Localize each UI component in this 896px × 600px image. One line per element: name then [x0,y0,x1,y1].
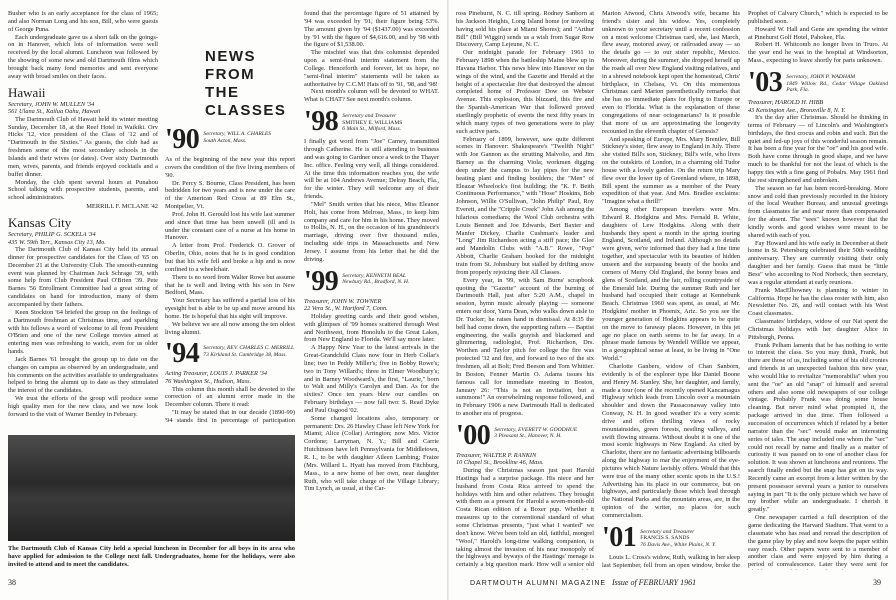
column-1890-1894 [165,122,295,425]
class-year: '98 [304,106,339,138]
signature: MERRILL F. MCLANE '42 [86,203,158,211]
paragraph: We trust the efforts of the group will produce some high quality men for the new class, and we now look forward to the visit of Warner Bentley in February. [8,395,158,418]
name-line: FRANCIS S. SANDS [640,535,690,542]
class-year: '90 [165,124,200,155]
page-number-left: 38 [8,578,16,587]
secretary-line: Secretary and Treasurer [342,113,397,120]
treasurer-line: Treasurer, WALTER P. RANKIN [456,451,537,459]
column-1899-1900 [456,10,594,570]
class-year: '03 [748,66,783,98]
page-number-right: 39 [873,578,881,587]
paragraph: February of 1899, however, saw quite different scenes in Hanover: Shakespeare's "Twelfth Night" with Joe Gannon as the strutting Malvolio, and Jim Barney as the charming Viola; workmen digging deep under the campus to lay pipes for the new heating plant and finding boulders; the "Men" of Eleazar Wheelock's first building; the "K. F. Beith Continuous Performance," with "Hose" Hoskins, Bob Johnson, Willie O'Sullivan, "John Philip" Paul, Roy Everett, and the "Cripple Creek" John Ash among the hilarious comedians; the Wool Club orchestra with Louis Bennett and Joe Edwards, Bert Baxter and Manfer Dickey, Charlie Cushman's leader and "Long" Jim Richardson acting a stiff pace; the Glee and Mandolin Clubs with "A.B." Rowe, "Pop" Abbott, Charlie Graham booked for the midnight train from St. Johnsbury but stalled by drifting snow from properly rejoicing their All Classes. [456,135,594,276]
paragraph: ross Pinehurst, N. C. till spring. Rodney Sanborn at his Jackson Heights, Long Island home (or traveling having sold his place at Miami Shores); and "Arthur Bill" (Bill Wiggin) sends us a wish from Sugar Row Discovery, Camp Lejeune, N. C. [456,10,594,49]
secretary-line: Secretary and Treasurer [640,528,695,535]
class-info [494,423,577,440]
paragraph: Holiday greeting cards and their good wishes, with glimpses of '99 homes scattered through West and Northwest, from Honolulu to the Great Lakes, from New England to Florida. We'll say more later. [304,312,439,344]
paragraph: One newspaper carried a full description of the game dedicating the Harvard Stadium. That went to a classmate who has read and reread the description of the game play by play and now keeps the paper within easy reach. Other papers were sent to a member of another class and were enjoyed by him during a period of convalescence. Later they were sent for [748,514,888,569]
column-header-1890s [165,10,295,425]
paragraph: Busher who is an early acceptance for the class of 1965; and also Norman Long and his son, Bill, who were guests of George Puna. [8,10,158,33]
class-block-1900 [456,419,594,451]
paragraph: The season so far has been record-breaking. More snow and cold than previously recorded in the history of the local Weather Bureau, and unusual greetings from classmates far and near more than compensated for the absent. The "sees" known however that the kindly words and good wishes were meant to be shared with each of you. [748,184,888,239]
issue-label: Issue of FEBRUARY 1961 [612,578,697,587]
column-1894-1899 [304,10,439,570]
column-1901-1903 [748,10,888,570]
section-heading-kansas-city: Kansas City [8,214,72,230]
address-line: 73 Kirkland St. Cambridge 38, Mass. [203,352,287,358]
paragraph: Frank MacElhowney is planning to winter in California. Hope he has the class roster with him, also Newsletter No. 26, and will contact with his West Coast classmates. [748,286,888,318]
class-block-1894 [165,338,295,370]
paragraph: A letter from Prof. Frederick O. Grover of Oberlin, Ohio, notes that he is in good condition but that his wife fell and broke a hip and is now confined to a wheelchair. [165,242,295,273]
address-line: 43 Kensington Ave., Bronxville 8, N. Y. [748,106,846,114]
title-line-1: NEWS FROM [205,48,256,83]
photo-caption: The Dartmouth Club of Kansas City held a special luncheon in December for all boys in its area who have applied for admission to the College next fall. Undergraduates, home for the holidays, were also invited to attend and to meet the candidates. [8,545,295,568]
class-block-1890 [165,124,295,155]
paragraph: Fay Howard and his wife early in December at their home in St. Petersburg celebrated their 50th wedding anniversary. They are currently visiting their only daughter and her family. Guess that must be "little Bess" who according to Nod Norbeck, then secretary, was a regular attendant at early reunions. [748,239,888,286]
paragraph: Next month's column will be devoted to WHAT. What is CHAT? See next month's column. [304,88,439,104]
paragraph: Dr. Percy S. Bourne, Class President, has been bedridden for two years and is now under the care of the American Red Cross at 89 Elm St., Montpelier, Vt. [165,179,295,211]
class-info [342,269,409,286]
paragraph: Robert H. Whitcomb no longer lives in Truro. At the year end he was in the hospital at Windsorton, Mass., expecting to leave shortly for parts unknown. [748,41,888,65]
secretary-line: Secretary, WILL A. CHARLES [203,131,272,137]
kansas-city-luncheon-photo [8,435,295,541]
title-line-2: THE CLASSES [205,84,287,119]
magazine-name: DARTMOUTH ALUMNI MAGAZINE [470,580,607,587]
paragraph: Your Secretary has suffered a partial loss of his eyesight but is able to be up and move around his home. He is hopeful that his sight will improve. [165,297,295,320]
paragraph: Our midnight parade for February 1961 to February 1898 when the battleship Maine blew up in Havana Harbor. This news blew into Hanover on the wings of the wind, and the Gazette and Herald at the height of a spectacular fire that destroyed the almost completed home of Professor Dow on Webster Avenue. This explosion, this blizzard, this fire and the Spanish-American War that followed proved startlingly prophetic of events the next fifty years in which many types of two generations were to play such active parts. [456,49,594,135]
address-line: 6 Main St., Milford, Mass. [342,126,402,133]
paragraph: "It may be stated that in our decade (1890-99) '94 stands first in percentage of participation [165,409,295,424]
paragraph: Howard W. Hall and Gene are spending the winter at Pinehurst Golf Hotel, Pahokee, Fla. [748,25,888,41]
secretary-line: Secretary, PHILIP G. SCKELA '34 [8,230,96,238]
class-year: '94 [165,338,200,370]
section-heading-hawaii: Hawaii [8,84,46,100]
address-line: South Acton, Mass. [203,137,247,144]
class-block-1903 [748,66,888,98]
paragraph: We believe we are all now among the ten oldest living alumni. [165,320,295,336]
secretary-line: Secretary, JOHN W. MULLEN '34 [8,100,95,108]
paragraph: found that the percentage figure of 51 attained by '94 was exceeded by '91, their figure being 53%. The amount given by '94 ($1437.00) was exceeded by '91 with the figure of $4,616.00, and by '98 with the figure of $1,538.00. [304,10,439,49]
paragraph: Among other European travelers were Mrs. Edward R. Hodgkins and Mrs. Fernald R. White, daughters of Lew Hodgkins. Along with their husbands they spent a month in the spring touring England, Scotland, and Ireland. Although no details were given, we're informed that they had a fine time together, and spectacular with its beauties of hidden unseen and the surpassing beauty of the hooks and corners of Merry Old England, the bonny braes and glens of Scotland, and the fair, rolling countryside of the Emerald Isle. During the summer Ruth and her husband had occupied their cottage at Kennebunk Beach. Christmas 1960 was spent, as usual, at Mr. Hodgkins' mother in Phoenix, Ariz. So you see the younger generation of Hodgkins appears to be quite on the move to faraway places. However, in this jet age no place on earth seems to be far away. In a phrase made famous by Wendell Willkie we appear, in a geographical sense at least, to be living in "One World." [602,206,740,363]
secretary-line: Secretary, EVERETT W. GOODHUE [494,426,578,433]
address-line: Newbury Rd., Bradford, N. H. [342,279,410,286]
address-line: 435 W. 59th Terr., Kansas City 13, Mo. [8,238,106,246]
page-gutter [447,0,449,600]
secretary-line: Secretary, JOHN P. WADHAM [786,73,856,80]
paragraph: A Happy New Year to the latest arrivals in the Great-Grandchild Class now four in Herb Collar's line; two in Peddy Miller's; five in Bobby Rowe's; two in Tony Willard's; three in Elmer Woodbury's; and in Barney Woodward's, the first, "Laurie," born to Walt and Milly's Carolyn and Dan. As for the sixties? Once ten years blew our candles on February birthdays — now fall two: S. Read Dyke and Paul Osgood '02. [304,344,439,414]
paragraph: Some changed locations also, temporary or permanent: Drs. 26 Hawley Chase left New York for Miami; Alice (Collar) Arrington; now Mrs. Victor Cordone; Larryman, N. Y.; Bill and Carrie Hutchinson have left Pennsylvania for Middletown, R. I., to be with daughter Aileen Lambing; Fraize (Mrs. Willard L. Hyatt has moved from Fitchburg, Mass., to a new home of her own, near daughter Ruth, who will take charge of the Village Library; Tim Lynch, as usual, at the Car- [304,414,439,493]
paragraph: Prophet of Calvary Church," which is expected to be published soon. [748,10,888,25]
paragraph: Classmates' birthdays, widow of our Nat spent the Christmas holidays with her daughter Alice in Pittsburgh, Penna. [748,318,888,341]
paragraph: Keen Stockton '64 briefed the group on the feelings of a Dartmouth freshman at Christmas time, and sparkling with his fellows a word of welcome to all from President O'Brien and one of the new College movies aimed at entering men was refreshing to watch, even for us older hands. [8,308,158,356]
secretary-line: Secretary, KENNETH BEAL [342,272,406,279]
paragraph: During the Christmas season just past Harold Hastings had a surprise package. His niece and her husband from Costa Rica arrived to spend the holidays with him and other relatives. They brought with them as a present for Harold a seven-month-old Costa Rican edition of a Boxer pup. Whether it measures up to the conventional standard of what some Christmas presents, "just what I wanted" we don't know. We've been told an old, faithful, mongrel "Woof," Harold's long-time walking companion, is taking almost the invasion of his near monopoly of the highways and byways of the Hastings' menage is certainly a big question mark. How will a senior old [456,467,594,569]
photo-shading [8,435,295,541]
section-title [165,10,295,122]
class-block-1901 [602,521,740,553]
paragraph: It's the day after Christmas. Should be thinking in terms of February — of Lincoln's and Washington's birthdays, the first crocus and robin and such. But the quiet and fed-up joys of this wonderful season remain. It has been a fine year for the "oe" and his good wife. Both have come through in good shape, and we have much to be thankful for not the least of which is the happy ties with a fine gang of Pobalrs. May 1961 find the rest strengthened and unbroken. [748,114,888,184]
paragraph: Jack Barnes '61 brought the group up to date on the changes on campus as observed by an undergraduate, and his comments on the activities available to undergraduates helped to bring the alumni up to date as they stimulated the interest of the candidates. [8,355,158,395]
address-line: 1849 Willow Rd., Cedar Village Oakland Park, Fla. [786,80,888,94]
acting-treasurer-line: Acting Treasurer, LOUIS J. PARKER '34 [165,370,268,378]
paragraph: Marion Atwood, Chris Atwood's wife, became his friend's sister and his widow. Yes, completely unknown to your secretary until a recent confession on a most welcome Christmas card, she, last March, flew away, motored away, or railroaded away — so the details go — to our sister republic, Mexico. Moreover, during the summer, she dropped herself up the roads all over New England visiting relatives, and in a shrewd notebook kept open the homestead, Chris' birthplace, in Chelsea, Vt. On this momentous Christmas card Marion parenthetically remarks that she has no immediate plans for flying to Europe or even to Florida. What is the explanation of these congregations of near octogenarians? Is it possible that more of us are approximating the longevity recounted in the eleventh chapter of Genesis? [602,10,740,135]
column-1900-1901 [602,10,740,570]
paragraph: Prof. John H. Gerould lost his wife last summer and since that time has been unwell (ill and is under the constant care of a nurse at his home in Hanover. [165,210,295,242]
paragraph: There is no word from Walter Rowe but assume that he is well and living with his son in New Bedford, Mass. [165,273,295,297]
paragraph: The Dartmouth Club of Hawaii held its winter meeting Sunday, December 18, at the Reef Hotel in Waikiki. Orv Hicks '12, vice president of the Class of '12 and of "Dartmouth in the Sixties." As guests, the club had as freshmen some of the most secondary schools in the Islands and their wives (or dates). Over sixty Dartmouth men, wives, parents, and friends enjoyed cocktails and a buffet dinner. [8,115,158,178]
address-line: 3 Pleasant St., Hanover, N. H. [494,433,562,440]
paragraph: The Dartmouth Club of Kansas City held its annual dinner for prospective candidates for the Class of '65 on December 21 at the University Club. The smooth-running event was planned by Chairman Jack Schrage '39, with some help from Club President Paul O'Brien '39. Pete Barnes '56 Enrollment Committee had a great string of candidates on hand for introduction, many of them accompanied by their fathers. [8,246,158,308]
class-block-1899 [304,265,439,297]
class-info [640,525,716,549]
paragraph: The mischief was that this columnist depended upon a semi-final interim statement from the College. Henceforth and forever, let us hope, no "semi-final interim" statements will be taken as authoritative by C.C.M! Hats off to '91, '98, and '98! [304,49,439,88]
address-line: 22 Vera St., W. Hartford 7, Conn. [304,305,388,313]
treasurer-line: Treasurer, JOHN W. TOWNER [304,297,382,305]
paragraph: Charlotte Ganbers, widow of Chan Sanborn, evidently is of the explorer type like Daniel Boone and Henry M. Stanley. She, her daughter, and family, made a tour (one of the recently opened Kancamagus Highway which leads from Lincoln over a mountain shoulder and down the Passaconaway valley into Conway, N. H. In good weather it's a very scenic drive and offers thrilling views of rocky mountainsides, green forests, nestling valleys, and swift flowing streams. Without doubt it is one of the most scenic highways in New England. As cited by Charlotte, there are no fantastic advertising billboards along the highway to mar the enjoyment of the eye-pictures which Nature lavishly offers. Would that this were true of the many other scenic spots in the U.S.! Advertising has its place in our commerce, but on highways, and particularly those which lead through the National Parks and the mountain areas, are, in the opinion of the writer, no places for such commercialism. [602,362,740,519]
name-line: SMITHEY E. WILLIAMS [342,119,403,126]
class-info [786,70,888,94]
address-line: 76 Washington St., Hudson, Mass. [165,378,252,385]
paragraph: As of the beginning of the new year this report covers the condition of the five living members of '90. [165,156,295,179]
class-block-1898 [304,106,439,138]
secretary-line: Secretary, REV. CHARLES C. MERRILL [203,345,295,352]
paragraph: Each undergraduate gave us a short talk on the goings-on in Hanover, which lots of information were well received by the local alumni. Luncheon was followed by the showing of some new and old Dartmouth films which brought back many fond memories and sent everyone away with broad smiles on their faces. [8,33,158,80]
paragraph: Frank Pelham laments that he has nothing to write to interest the class. So you may think, Frank, but there are those of us, including some of his old cronies and friends in an unexpected fashion this new year, who would like to revitalize "memorabilia" when you sent the "oe" an old "snap" of himself and several others and also some old newspapers of our college vintage. Probably Frank was doing some house cleaning. But never mind what prompted it, the package arrived in due time. Then followed a succession of occurrences which if related by a better narrator than the "sec" would make an interesting series of tales. The snap included one whom the "sec" could not recall by name and finally as a matter of curiosity it was passed on to one of another class for solution. It was shown at luncheons and reunions. The search finally ended but the snap has got on its way. Recently came an excerpt from a letter written by the present possessor several years a junior to ourselves saying in part "It is the only picture which we have of my brother while an undergraduate. I cherish it greatly." [748,341,888,514]
class-year: '00 [456,419,491,451]
class-year: '01 [602,521,637,553]
paragraph: This column this month shall be devoted to the correction of an alumni error made in the December column. There it read: [165,385,295,409]
paragraph: Louis L. Cross's widow, Ruth, walking in her sleep last September, fell from an open window, broke the [602,553,740,569]
class-info [342,109,402,133]
paragraph: "Mel" Smith writes that his niece, Miss Eleanor Holt, has come from Melrose, Mass., to keep him company and care for him in his home. They moved to Hollis, N. H., on the occasion of his grandniece's marriage, driving over five thousand miles, including side trips in Massachusetts and New Jersey. I assume from his letter that he did the driving. [304,200,439,263]
address-line: 10 Chapel St., Brookline 46, Mass. [456,459,544,467]
paragraph: Every year, in '99, with Sam Burns' scrapbook quoting the "Gazette" account of the burning of Dartmouth Hall, just after 5:20 A.M., chapel in session, hymn music already playing — someone enters our door, Yarra Dean, who walks down aisle to Dr. Tucker; he raises hand in dismissal. At 8:35 the bell had come down, the supporting rafters — Baptist engineering, the walls grayish and blackened and glimmering, radiologist, Prof. Richardson, Drs. Worthen and Taylor pitch for college the fire was protected '32 and fire, and forward to two of the six freshmen, all at Bolt; Fred Beeson and Tom Whittier. In Boston, Fenner Martin O. Adams issues his famous call for immediate meeting in Boston, January 26: "This is not an invitation, but a summons!" An overwhelming response followed, and in February 1906 a new Dartmouth Hall is dedicated to another era of progress. [456,276,594,418]
paragraph: And speaking of Europe, Mrs. Mary Brentlev, Bill Stickney's sister, flew away to England in July. There she visited Bill's son, Stickney, Bill's wife, who lives on the outskirts of London, in a charming old Tudor house with a lovely garden. On the return trip Mary flew over the lower tip of Greenland where, in 1898, Bill spent the summer as a member of the Peary expedition of that year. And Mrs. Bradlee exclaims: "Imagine what a thrill!" [602,135,740,206]
address-line: 76 Davis Ave., White Plains, N. Y. [640,542,716,549]
address-line: 561 Ulana St., Kailua Oahu, Hawaii [8,108,101,116]
class-year: '99 [304,265,339,297]
paragraph: I finally got word from "Joe" Carney, transmitted through Catherine. He is still attending to business and was going to Gardner once a week to the Thayer Inc. office. Feeling very well, all things considered. At the time this information reaches you, the wife will be at 104 Andrews Avenue; Delray Beach, Fla., for the winter. They will welcome any of their friends. [304,138,439,201]
paragraph: Monday, the club spent several hours at Punahou School talking with prospective students, parents, and school administrators. [8,178,158,202]
column-club-news [8,10,158,430]
treasurer-line: Treasurer, HAROLD H. HIBB [748,98,824,106]
